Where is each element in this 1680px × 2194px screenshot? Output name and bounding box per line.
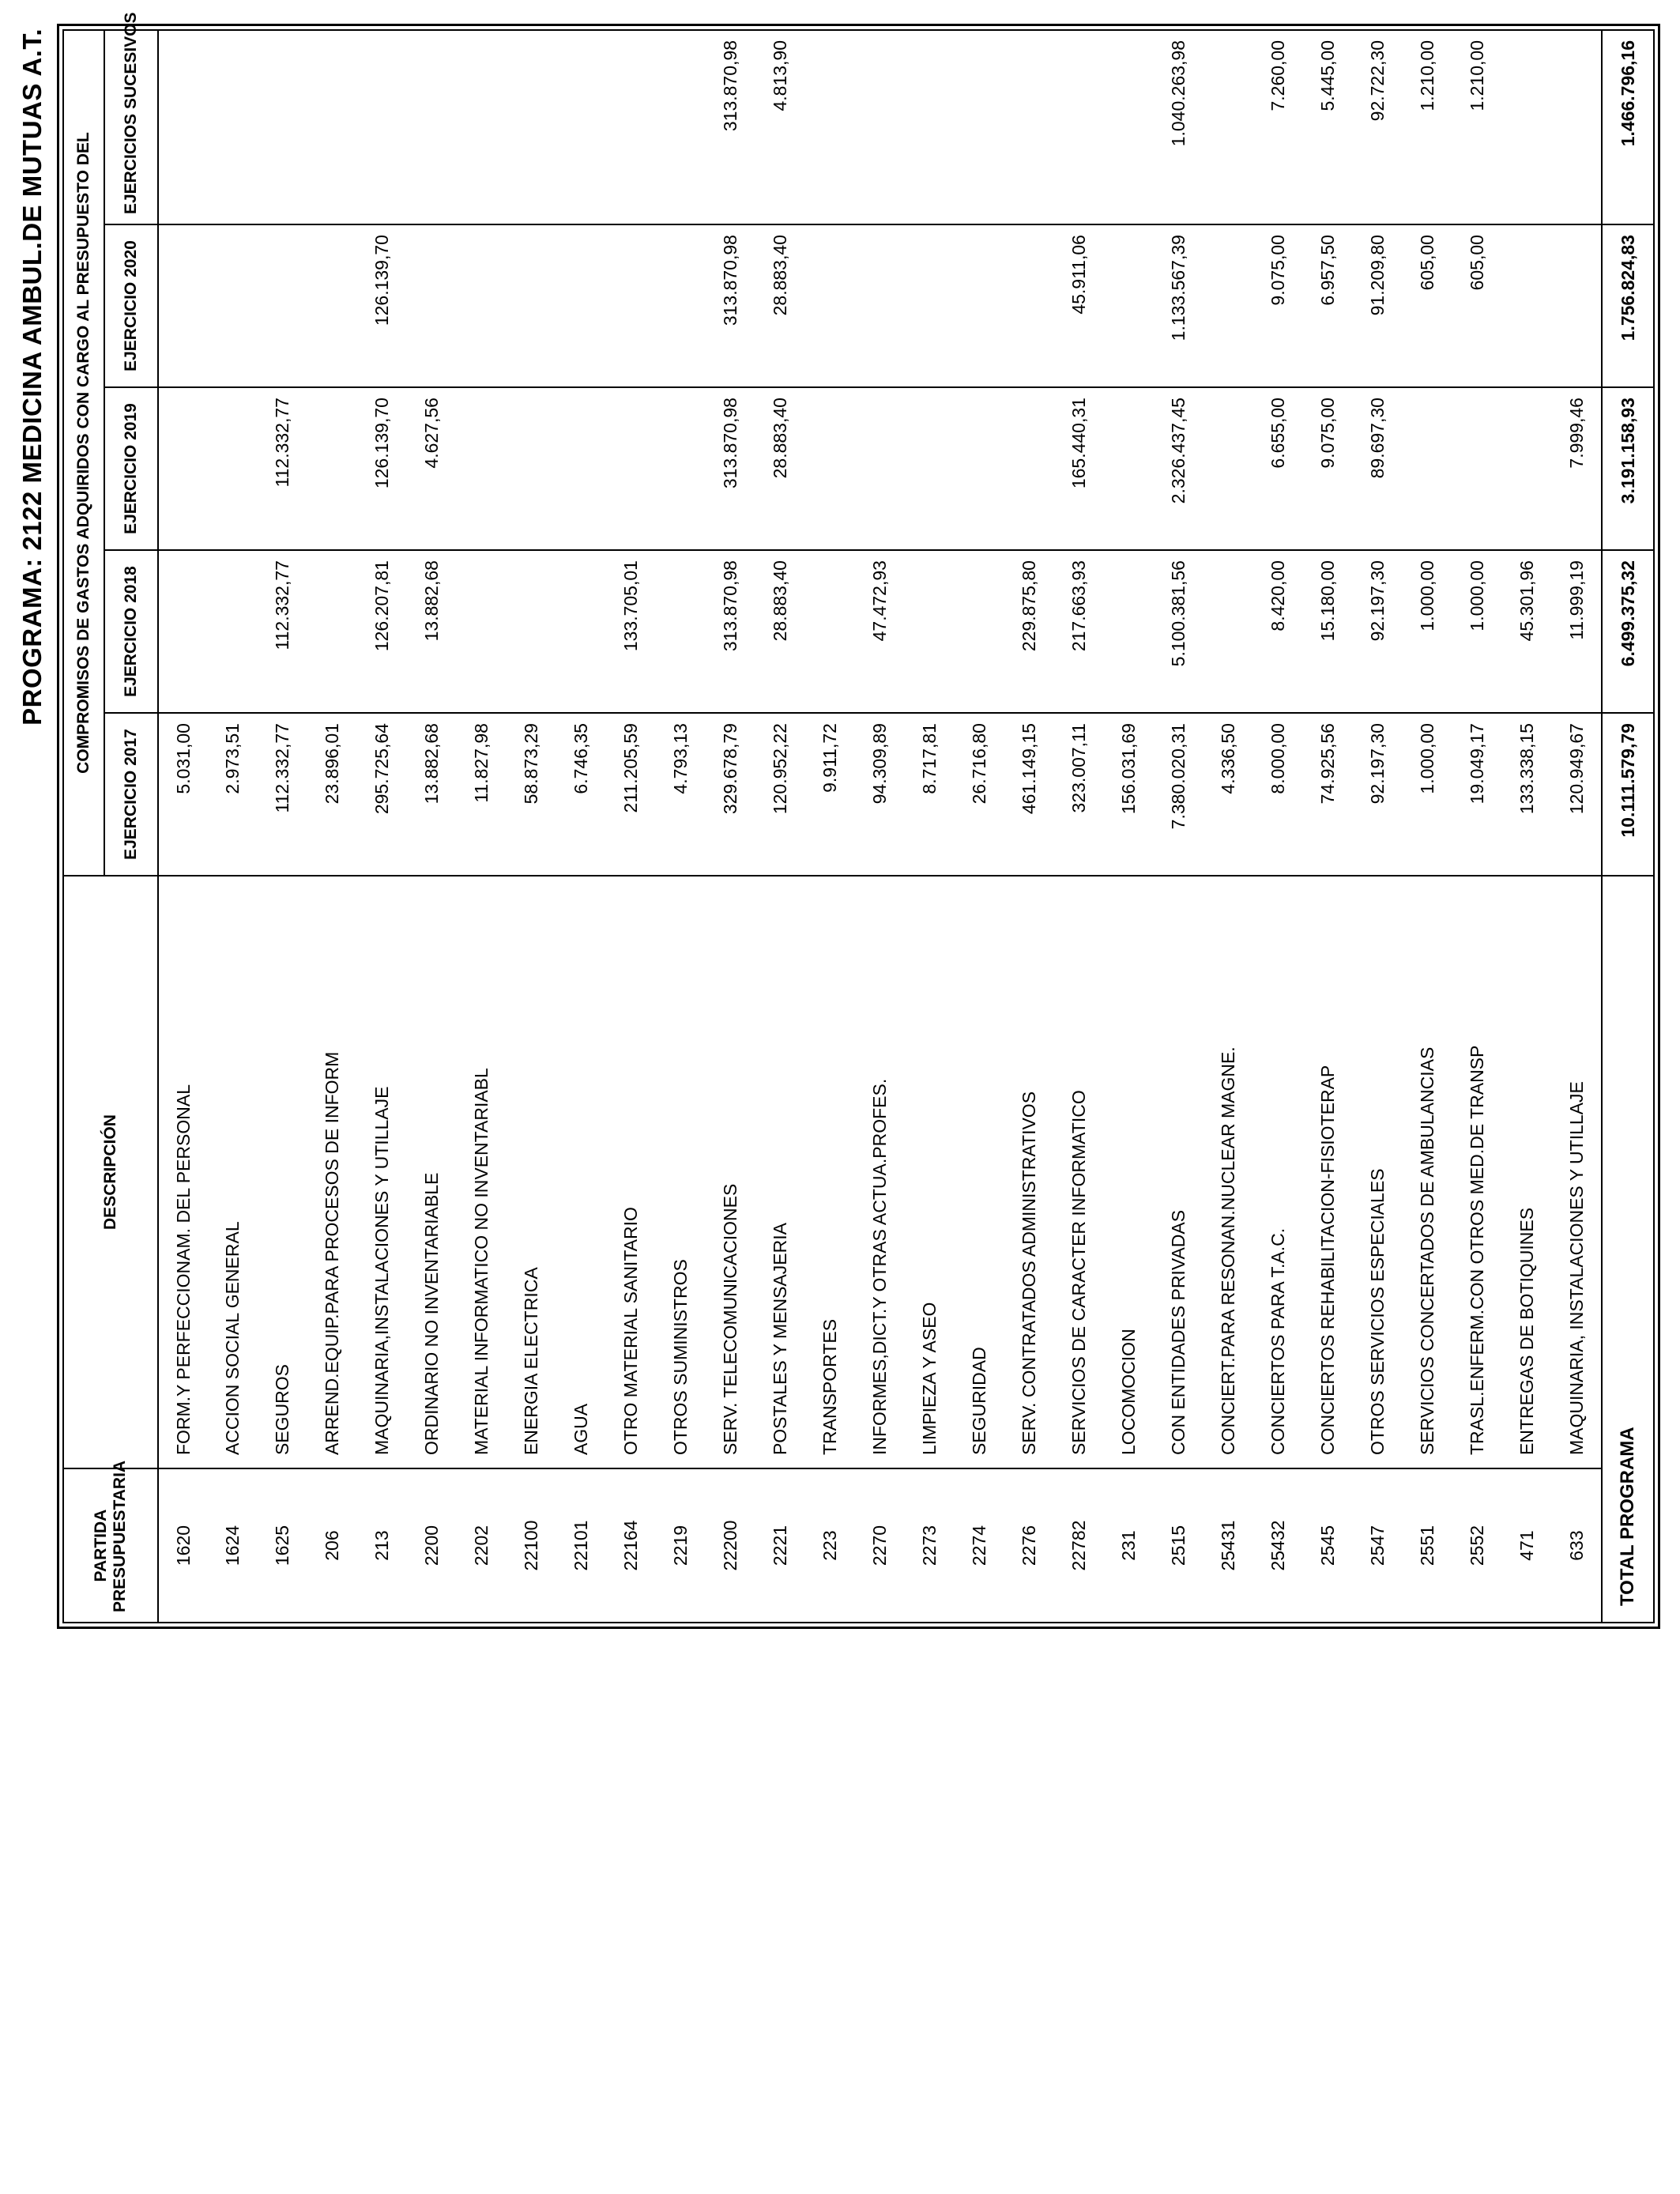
importe-cell: 1.000,00 — [1403, 550, 1452, 713]
importe-cell — [905, 550, 955, 713]
importe-cell — [258, 30, 307, 224]
header-descripcion: DESCRIPCIÓN — [63, 876, 158, 1468]
table-row — [1004, 30, 1054, 1623]
partida-cell: 1620 — [158, 1468, 208, 1623]
header-ejercicios-sucesivos: EJERCICIOS SUCESIVOS — [104, 30, 158, 224]
importe-cell — [1552, 30, 1602, 224]
partida-cell: 1625 — [258, 1468, 307, 1623]
importe-cell — [1203, 550, 1253, 713]
partida-cell: 2219 — [656, 1468, 706, 1623]
importe-cell: 7.380.020,31 — [1154, 713, 1203, 876]
importe-cell: 1.000,00 — [1403, 713, 1452, 876]
partida-cell: 2545 — [1303, 1468, 1353, 1623]
importe-cell — [1104, 30, 1154, 224]
partida-cell: 223 — [805, 1468, 855, 1623]
importe-cell — [1203, 387, 1253, 550]
importe-cell: 120.952,22 — [755, 713, 805, 876]
importe-cell: 4.627,56 — [407, 387, 457, 550]
partida-cell: 2547 — [1353, 1468, 1403, 1623]
budget-table — [62, 12, 1655, 1623]
descripcion-cell: SERVICIOS DE CARACTER INFORMATICO — [1054, 876, 1104, 1468]
importe-cell: 211.205,59 — [606, 713, 656, 876]
importe-cell — [158, 550, 208, 713]
table-row — [1552, 30, 1602, 1623]
importe-cell — [407, 224, 457, 387]
table-row — [457, 30, 507, 1623]
descripcion-cell: CONCIERTOS PARA T.A.C. — [1253, 876, 1303, 1468]
importe-cell: 45.911,06 — [1054, 224, 1104, 387]
importe-cell: 1.210,00 — [1452, 30, 1502, 224]
total-ejercicio-2019: 3.191.158,93 — [1602, 387, 1654, 550]
partida-cell: 2515 — [1154, 1468, 1203, 1623]
importe-cell: 5.031,00 — [158, 713, 208, 876]
partida-cell: 22100 — [507, 1468, 556, 1623]
importe-cell — [805, 224, 855, 387]
partida-cell: 2274 — [955, 1468, 1004, 1623]
importe-cell: 2.326.437,45 — [1154, 387, 1203, 550]
table-row — [755, 30, 805, 1623]
table-row — [706, 30, 755, 1623]
importe-cell: 8.000,00 — [1253, 713, 1303, 876]
partida-cell: 22200 — [706, 1468, 755, 1623]
importe-cell: 133.705,01 — [606, 550, 656, 713]
table-row — [1303, 30, 1353, 1623]
partida-cell: 2273 — [905, 1468, 955, 1623]
importe-cell: 11.827,98 — [457, 713, 507, 876]
importe-cell — [1104, 550, 1154, 713]
partida-cell: 633 — [1552, 1468, 1602, 1623]
importe-cell: 329.678,79 — [706, 713, 755, 876]
table-row — [606, 30, 656, 1623]
partida-cell: 25431 — [1203, 1468, 1253, 1623]
importe-cell: 92.197,30 — [1353, 550, 1403, 713]
descripcion-cell: SERVICIOS CONCERTADOS DE AMBULANCIAS — [1403, 876, 1452, 1468]
importe-cell — [805, 30, 855, 224]
partida-cell: 2202 — [457, 1468, 507, 1623]
importe-cell: 91.209,80 — [1353, 224, 1403, 387]
partida-cell: 2200 — [407, 1468, 457, 1623]
importe-cell: 217.663,93 — [1054, 550, 1104, 713]
header-ejercicio-2019: EJERCICIO 2019 — [104, 387, 158, 550]
importe-cell: 6.655,00 — [1253, 387, 1303, 550]
importe-cell — [556, 30, 606, 224]
importe-cell: 126.207,81 — [357, 550, 407, 713]
partida-cell: 25432 — [1253, 1468, 1303, 1623]
importe-cell — [955, 30, 1004, 224]
importe-cell: 45.301,96 — [1502, 550, 1552, 713]
partida-cell: 206 — [307, 1468, 357, 1623]
descripcion-cell: ACCION SOCIAL GENERAL — [208, 876, 258, 1468]
importe-cell — [208, 224, 258, 387]
table-row — [357, 30, 407, 1623]
table-row — [158, 30, 208, 1623]
importe-cell: 156.031,69 — [1104, 713, 1154, 876]
table-row — [208, 30, 258, 1623]
importe-cell: 6.957,50 — [1303, 224, 1353, 387]
importe-cell: 7.999,46 — [1552, 387, 1602, 550]
partida-cell: 2552 — [1452, 1468, 1502, 1623]
descripcion-cell: OTRO MATERIAL SANITARIO — [606, 876, 656, 1468]
descripcion-cell: OTROS SUMINISTROS — [656, 876, 706, 1468]
descripcion-cell: SERV. TELECOMUNICACIONES — [706, 876, 755, 1468]
descripcion-cell: ARREND.EQUIP.PARA PROCESOS DE INFORM — [307, 876, 357, 1468]
importe-cell: 28.883,40 — [755, 550, 805, 713]
partida-cell: 471 — [1502, 1468, 1552, 1623]
importe-cell — [307, 224, 357, 387]
importe-cell — [307, 550, 357, 713]
table-row — [805, 30, 855, 1623]
importe-cell: 4.793,13 — [656, 713, 706, 876]
header-partida — [63, 1460, 158, 1623]
importe-cell: 1.000,00 — [1452, 550, 1502, 713]
descripcion-cell: SEGUROS — [258, 876, 307, 1468]
importe-cell — [855, 387, 905, 550]
header-ejercicio-2020: EJERCICIO 2020 — [104, 224, 158, 387]
importe-cell — [1203, 30, 1253, 224]
importe-cell: 9.911,72 — [805, 713, 855, 876]
importe-cell — [457, 387, 507, 550]
importe-cell: 229.875,80 — [1004, 550, 1054, 713]
importe-cell: 1.040.263,98 — [1154, 30, 1203, 224]
importe-cell — [407, 30, 457, 224]
table-row — [1353, 30, 1403, 1623]
importe-cell: 1.133.567,39 — [1154, 224, 1203, 387]
importe-cell — [208, 387, 258, 550]
importe-cell: 4.813,90 — [755, 30, 805, 224]
table-row — [1154, 30, 1203, 1623]
importe-cell: 112.332,77 — [258, 713, 307, 876]
partida-cell: 1624 — [208, 1468, 258, 1623]
table-row — [656, 30, 706, 1623]
descripcion-cell: CONCIERT.PARA RESONAN.NUCLEAR MAGNE. — [1203, 876, 1253, 1468]
descripcion-cell: LOCOMOCION — [1104, 876, 1154, 1468]
header-row-group — [63, 30, 104, 1623]
importe-cell: 126.139,70 — [357, 387, 407, 550]
table-frame — [57, 12, 1660, 1629]
importe-cell — [158, 224, 208, 387]
total-label: TOTAL PROGRAMA — [1602, 876, 1654, 1623]
descripcion-cell: ORDINARIO NO INVENTARIABLE — [407, 876, 457, 1468]
importe-cell — [855, 30, 905, 224]
importe-cell: 112.332,77 — [258, 387, 307, 550]
importe-cell: 47.472,93 — [855, 550, 905, 713]
importe-cell — [606, 224, 656, 387]
table-row — [307, 30, 357, 1623]
importe-cell — [1054, 30, 1104, 224]
importe-cell: 6.746,35 — [556, 713, 606, 876]
importe-cell — [855, 224, 905, 387]
descripcion-cell: POSTALES Y MENSAJERIA — [755, 876, 805, 1468]
importe-cell — [507, 30, 556, 224]
importe-cell — [258, 224, 307, 387]
importe-cell: 133.338,15 — [1502, 713, 1552, 876]
importe-cell — [1452, 387, 1502, 550]
partida-cell: 22101 — [556, 1468, 606, 1623]
importe-cell — [208, 30, 258, 224]
importe-cell: 313.870,98 — [706, 30, 755, 224]
importe-cell — [1552, 224, 1602, 387]
importe-cell: 92.722,30 — [1353, 30, 1403, 224]
table-row — [1203, 30, 1253, 1623]
importe-cell — [1104, 387, 1154, 550]
descripcion-cell: ENTREGAS DE BOTIQUINES — [1502, 876, 1552, 1468]
partida-cell: 2551 — [1403, 1468, 1452, 1623]
table-footer — [1602, 30, 1654, 1623]
importe-cell: 92.197,30 — [1353, 713, 1403, 876]
importe-cell — [1502, 224, 1552, 387]
importe-cell — [307, 387, 357, 550]
importe-cell: 11.999,19 — [1552, 550, 1602, 713]
table-row — [955, 30, 1004, 1623]
importe-cell — [955, 224, 1004, 387]
table-body — [158, 30, 1602, 1623]
partida-cell: 2270 — [855, 1468, 905, 1623]
importe-cell — [656, 30, 706, 224]
importe-cell — [556, 387, 606, 550]
importe-cell: 28.883,40 — [755, 387, 805, 550]
descripcion-cell: TRANSPORTES — [805, 876, 855, 1468]
header-partida-line1: PARTIDA — [91, 1509, 110, 1582]
table-row — [1403, 30, 1452, 1623]
table-row — [556, 30, 606, 1623]
importe-cell: 94.309,89 — [855, 713, 905, 876]
importe-cell — [656, 387, 706, 550]
importe-cell — [606, 30, 656, 224]
importe-cell: 19.049,17 — [1452, 713, 1502, 876]
importe-cell — [1403, 387, 1452, 550]
importe-cell — [1004, 387, 1054, 550]
total-ejercicio-2017: 10.111.579,79 — [1602, 713, 1654, 876]
importe-cell: 58.873,29 — [507, 713, 556, 876]
total-ejercicios-sucesivos: 1.466.796,16 — [1602, 30, 1654, 224]
importe-cell — [507, 387, 556, 550]
importe-cell: 2.973,51 — [208, 713, 258, 876]
descripcion-cell: CON ENTIDADES PRIVADAS — [1154, 876, 1203, 1468]
descripcion-cell: CONCIERTOS REHABILITACION-FISIOTERAP — [1303, 876, 1353, 1468]
importe-cell — [158, 387, 208, 550]
table-row — [1104, 30, 1154, 1623]
importe-cell — [656, 550, 706, 713]
importe-cell: 8.717,81 — [905, 713, 955, 876]
importe-cell: 112.332,77 — [258, 550, 307, 713]
descripcion-cell: OTROS SERVICIOS ESPECIALES — [1353, 876, 1403, 1468]
importe-cell — [1104, 224, 1154, 387]
importe-cell: 313.870,98 — [706, 387, 755, 550]
table-row — [507, 30, 556, 1623]
descripcion-cell: FORM.Y PERFECCIONAM. DEL PERSONAL — [158, 876, 208, 1468]
importe-cell: 9.075,00 — [1253, 224, 1303, 387]
partida-cell: 231 — [1104, 1468, 1154, 1623]
descripcion-cell: MAQUINARIA,INSTALACIONES Y UTILLAJE — [357, 876, 407, 1468]
importe-cell: 1.210,00 — [1403, 30, 1452, 224]
descripcion-cell: SEGURIDAD — [955, 876, 1004, 1468]
descripcion-cell: SERV. CONTRATADOS ADMINISTRATIVOS — [1004, 876, 1054, 1468]
importe-cell: 126.139,70 — [357, 224, 407, 387]
table-row — [905, 30, 955, 1623]
importe-cell — [955, 387, 1004, 550]
descripcion-cell: INFORMES,DICT.Y OTRAS ACTUA.PROFES. — [855, 876, 905, 1468]
importe-cell — [905, 387, 955, 550]
importe-cell — [507, 550, 556, 713]
importe-cell — [805, 550, 855, 713]
importe-cell — [208, 550, 258, 713]
table-row — [1452, 30, 1502, 1623]
importe-cell — [1502, 387, 1552, 550]
importe-cell — [307, 30, 357, 224]
importe-cell: 15.180,00 — [1303, 550, 1353, 713]
descripcion-cell: MAQUINARIA, INSTALACIONES Y UTILLAJE — [1552, 876, 1602, 1468]
importe-cell — [556, 550, 606, 713]
header-ejercicio-2018: EJERCICIO 2018 — [104, 550, 158, 713]
importe-cell — [1004, 224, 1054, 387]
descripcion-cell: TRASL.ENFERM.CON OTROS MED.DE TRANSP — [1452, 876, 1502, 1468]
importe-cell — [357, 30, 407, 224]
importe-cell: 7.260,00 — [1253, 30, 1303, 224]
total-row — [1602, 30, 1654, 1623]
table-row — [855, 30, 905, 1623]
importe-cell: 23.896,01 — [307, 713, 357, 876]
table-row — [1054, 30, 1104, 1623]
importe-cell: 89.697,30 — [1353, 387, 1403, 550]
importe-cell — [158, 30, 208, 224]
importe-cell — [905, 224, 955, 387]
descripcion-cell: MATERIAL INFORMATICO NO INVENTARIABL — [457, 876, 507, 1468]
header-partida-line2: PRESUPUESTARIA — [111, 1460, 129, 1613]
importe-cell — [457, 30, 507, 224]
partida-cell: 2276 — [1004, 1468, 1054, 1623]
total-ejercicio-2020: 1.756.824,83 — [1602, 224, 1654, 387]
importe-cell — [507, 224, 556, 387]
importe-cell: 8.420,00 — [1253, 550, 1303, 713]
importe-cell: 13.882,68 — [407, 550, 457, 713]
table-header — [63, 12, 158, 1623]
importe-cell — [1203, 224, 1253, 387]
importe-cell: 165.440,31 — [1054, 387, 1104, 550]
header-ejercicio-2017: EJERCICIO 2017 — [104, 713, 158, 876]
importe-cell: 74.925,56 — [1303, 713, 1353, 876]
table-row — [1253, 30, 1303, 1623]
importe-cell: 5.100.381,56 — [1154, 550, 1203, 713]
importe-cell — [656, 224, 706, 387]
importe-cell — [805, 387, 855, 550]
table-row — [258, 30, 307, 1623]
importe-cell: 323.007,11 — [1054, 713, 1104, 876]
header-compromisos: COMPROMISOS DE GASTOS ADQUIRIDOS CON CARGO AL PRESUPUESTO DEL — [63, 30, 104, 876]
importe-cell: 9.075,00 — [1303, 387, 1353, 550]
importe-cell: 28.883,40 — [755, 224, 805, 387]
program-title: PROGRAMA: 2122 MEDICINA AMBUL.DE MUTUAS A.T. — [17, 28, 47, 726]
importe-cell: 4.336,50 — [1203, 713, 1253, 876]
table-row — [1502, 30, 1552, 1623]
importe-cell — [1004, 30, 1054, 224]
total-ejercicio-2018: 6.499.375,32 — [1602, 550, 1654, 713]
importe-cell — [457, 224, 507, 387]
importe-cell: 313.870,98 — [706, 224, 755, 387]
importe-cell — [905, 30, 955, 224]
importe-cell: 120.949,67 — [1552, 713, 1602, 876]
descripcion-cell: ENERGIA ELECTRICA — [507, 876, 556, 1468]
importe-cell: 461.149,15 — [1004, 713, 1054, 876]
importe-cell — [1502, 30, 1552, 224]
partida-cell: 22782 — [1054, 1468, 1104, 1623]
importe-cell — [457, 550, 507, 713]
importe-cell: 26.716,80 — [955, 713, 1004, 876]
partida-cell: 2221 — [755, 1468, 805, 1623]
importe-cell: 605,00 — [1452, 224, 1502, 387]
importe-cell: 13.882,68 — [407, 713, 457, 876]
importe-cell: 605,00 — [1403, 224, 1452, 387]
importe-cell: 5.445,00 — [1303, 30, 1353, 224]
importe-cell — [955, 550, 1004, 713]
descripcion-cell: LIMPIEZA Y ASEO — [905, 876, 955, 1468]
importe-cell: 313.870,98 — [706, 550, 755, 713]
descripcion-cell: AGUA — [556, 876, 606, 1468]
importe-cell: 295.725,64 — [357, 713, 407, 876]
table-row — [407, 30, 457, 1623]
importe-cell — [556, 224, 606, 387]
partida-cell: 213 — [357, 1468, 407, 1623]
importe-cell — [606, 387, 656, 550]
partida-cell: 22164 — [606, 1468, 656, 1623]
